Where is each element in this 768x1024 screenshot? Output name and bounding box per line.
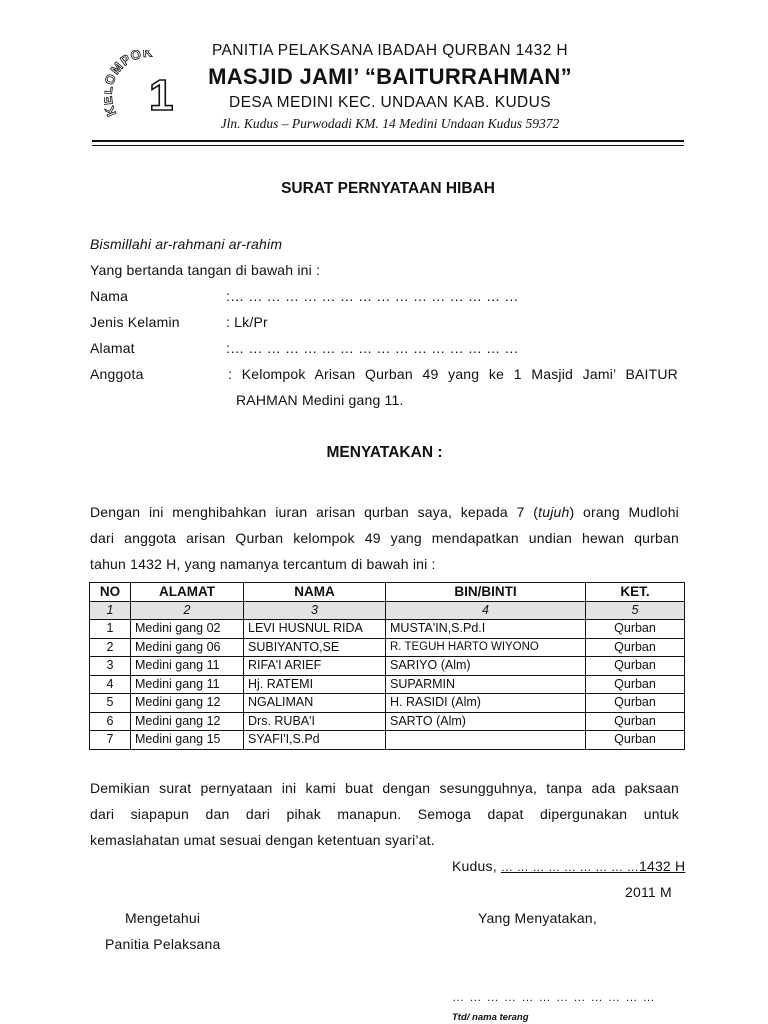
field-label-name: Nama <box>90 288 129 304</box>
date-place: Kudus, <box>452 858 501 874</box>
committee-line: PANITIA PELAKSANA IBADAH QURBAN 1432 H <box>211 42 569 59</box>
paragraph2-line2: dari siapapun dan dari pihak manapun. Semoga dapat dipergunakan untuk <box>90 806 679 822</box>
paragraph1-line1: Dengan ini menghibahkan iuran arisan qurban saya, kepada 7 (tujuh) orang Mudlohi <box>90 504 679 520</box>
address-line: Jln. Kudus – Purwodadi KM. 14 Medini Undaan Kudus 59372 <box>220 116 560 131</box>
village-line: DESA MEDINI KEC. UNDAAN KAB. KUDUS <box>229 94 551 111</box>
field-value-member: : Kelompok Arisan Qurban 49 yang ke 1 Masjid Jami’ BAITUR <box>228 366 678 382</box>
field-value-gender: : Lk/Pr <box>226 314 268 330</box>
field-label-address: Alamat <box>90 340 135 356</box>
recipients-table <box>89 582 685 750</box>
paragraph1-line3: tahun 1432 H, yang namanya tercantum di bawah ini : <box>90 556 436 572</box>
table-row: 7 Medini gang 15 SYAFI'I,S.Pd Qurban <box>90 731 685 750</box>
table-row: 4 Medini gang 11 Hj. RATEMI SUPARMIN Qurban <box>90 675 685 694</box>
table-row: 3 Medini gang 11 RIFA'I ARIEF SARIYO (Alm) Qurban <box>90 657 685 676</box>
paragraph1-line2: dari anggota arisan Qurban kelompok 49 yang mendapatkan undian hewan qurban <box>90 530 679 546</box>
paragraph2-line1: Demikian surat pernyataan ini kami buat dengan sesungguhnya, tanpa ada paksaan <box>90 780 679 796</box>
date-masehi: 2011 M <box>625 884 672 900</box>
logo-text: MPOK <box>107 50 154 78</box>
table-row: 6 Medini gang 12 Drs. RUBA'I SARTO (Alm) Qurban <box>90 712 685 731</box>
header-name: NAMA <box>244 583 386 602</box>
field-value-member-cont: RAHMAN Medini gang 11. <box>236 392 404 408</box>
signature-caption: Ttd/ nama terang <box>452 1012 529 1023</box>
header-rule-thick <box>92 140 684 142</box>
table-row: 1 Medini gang 02 LEVI HUSNUL RIDA MUSTA'IN,S.Pd.I Qurban <box>90 620 685 639</box>
svg-text:KELOMPOK <box>104 50 153 119</box>
logo-number: 1 <box>149 71 174 120</box>
header-rule-thin <box>92 145 684 146</box>
field-label-member: Anggota <box>90 366 144 382</box>
header-note: KET. <box>586 583 685 602</box>
declarant-label: Yang Menyatakan, <box>478 910 597 926</box>
opening-basmalah: Bismillahi ar-rahmani ar-rahim <box>90 236 283 252</box>
date-line <box>452 858 685 874</box>
field-value-name: :… … … … … … … … … … … … … … … … <box>226 288 519 304</box>
date-dots: … … … … … … … … … <box>500 860 639 874</box>
table-number-row: 1 2 3 4 5 <box>90 601 685 620</box>
table-row: 2 Medini gang 06 SUBIYANTO,SE R. TEGUH HARTO WIYONO Qurban <box>90 638 685 657</box>
statement-heading: MENYATAKAN : <box>326 444 443 461</box>
signature-line: … … … … … … … … … … … … <box>452 990 656 1004</box>
committee-label: Panitia Pelaksana <box>105 936 221 952</box>
header-no: NO <box>90 583 131 602</box>
document-title: SURAT PERNYATAAN HIBAH <box>281 180 495 197</box>
date-hijri: 1432 H <box>638 858 686 874</box>
intro-text: Yang bertanda tangan di bawah ini : <box>90 262 321 278</box>
table-header-row <box>90 583 685 602</box>
table-row: 5 Medini gang 12 NGALIMAN H. RASIDI (Alm) Qurban <box>90 694 685 713</box>
mosque-name: MASJID JAMI’ “BAITURRAHMAN” <box>208 64 572 89</box>
acknowledged-label: Mengetahui <box>125 910 201 926</box>
header-address: ALAMAT <box>131 583 244 602</box>
field-value-address: :… … … … … … … … … … … … … … … … <box>226 340 519 356</box>
paragraph2-line3: kemaslahatan umat sesuai dengan ketentuan syari’at. <box>90 832 435 848</box>
field-label-gender: Jenis Kelamin <box>90 314 180 330</box>
header-parent: BIN/BINTI <box>386 583 586 602</box>
